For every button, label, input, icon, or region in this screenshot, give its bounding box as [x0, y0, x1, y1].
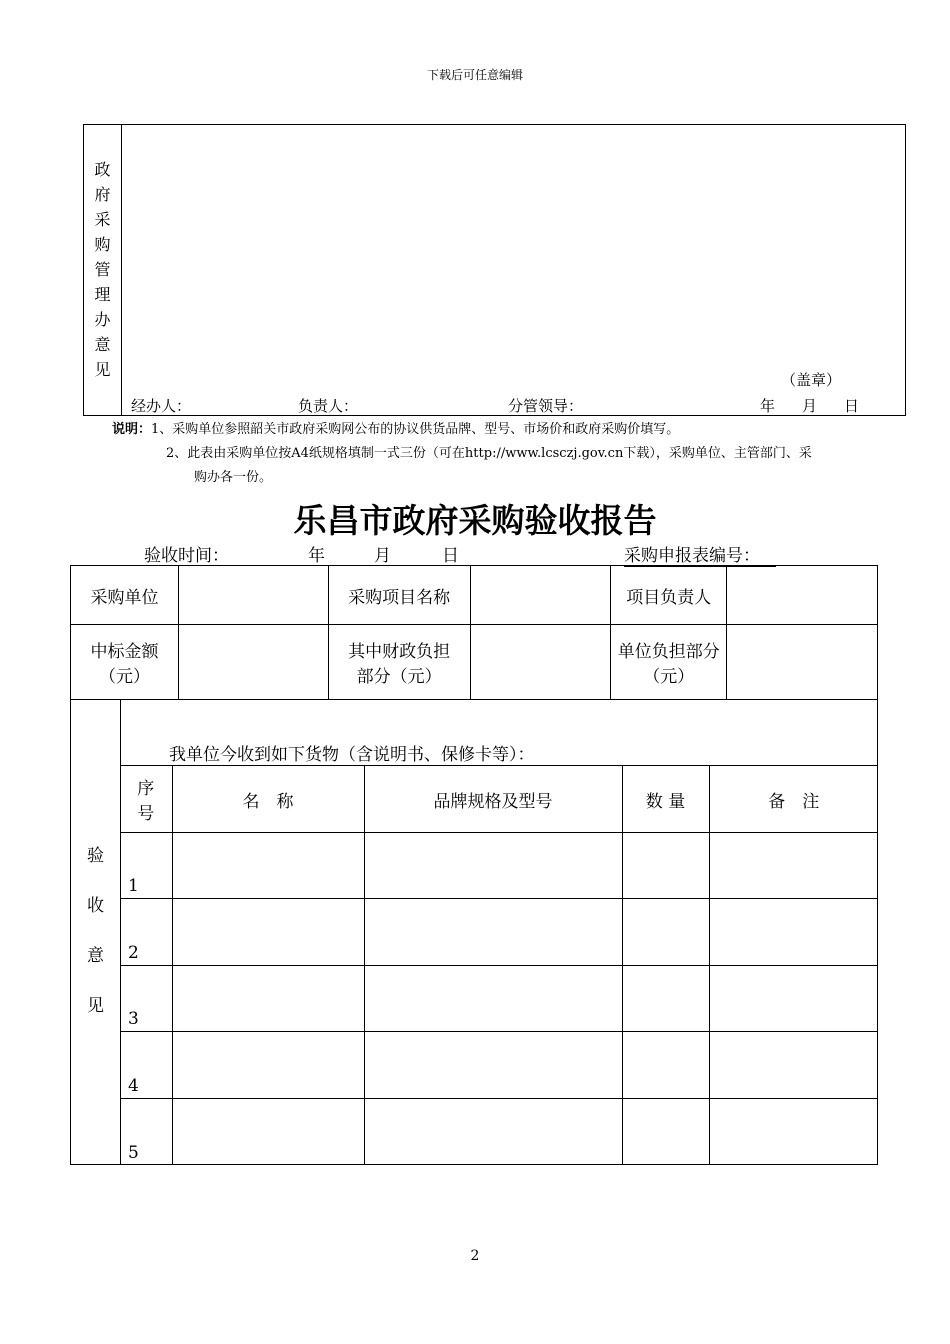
row-number: 4 [120, 1032, 172, 1099]
date-day: 日 [844, 397, 860, 415]
page-number: 2 [470, 1248, 480, 1264]
item-name-cell[interactable] [172, 833, 364, 899]
item-name-cell[interactable] [172, 1032, 364, 1099]
item-note-cell[interactable] [709, 966, 878, 1032]
acceptance-vertical-label: 验 收 意 见 [87, 846, 104, 1016]
fiscal-share-value[interactable] [470, 625, 611, 700]
col-spec: 品牌规格及型号 [364, 766, 622, 833]
info-table [70, 565, 878, 700]
item-spec-cell[interactable] [364, 833, 622, 899]
page-header: 下载后可任意编辑 [426, 68, 523, 82]
item-qty-cell[interactable] [622, 1032, 709, 1099]
unit-share-value[interactable] [727, 625, 878, 700]
fiscal-share-label: 其中财政负担部分（元） [328, 625, 470, 700]
row-number: 3 [120, 966, 172, 1032]
col-name: 名 称 [172, 766, 364, 833]
notes-line-1: 说明：1、采购单位参照韶关市政府采购网公布的协议供货品牌、型号、市场价和政府采购价填写。 [112, 422, 680, 437]
row-number: 5 [120, 1099, 172, 1165]
item-qty-cell[interactable] [622, 899, 709, 966]
col-seq: 序号 [120, 766, 172, 833]
info-row-2 [71, 625, 878, 700]
row-number: 2 [120, 899, 172, 966]
goods-table [120, 765, 878, 1165]
form-number-label: 采购申报表编号： [624, 541, 776, 567]
bid-amount-label: 中标金额（元） [71, 625, 179, 700]
table-row [120, 899, 878, 966]
unit-share-label: 单位负担部分（元） [611, 625, 727, 700]
accept-time-label: 验收时间： [144, 546, 229, 566]
responsible-label: 负责人： [298, 397, 359, 415]
received-goods-text: 我单位今收到如下货物（含说明书、保修卡等）： [169, 745, 535, 765]
table-row [120, 1032, 878, 1099]
item-qty-cell[interactable] [622, 1099, 709, 1165]
date-month: 月 [802, 397, 818, 415]
item-note-cell[interactable] [709, 899, 878, 966]
report-title: 乐昌市政府采购验收报告 [293, 501, 657, 540]
item-spec-cell[interactable] [364, 1099, 622, 1165]
stamp-label: （盖章） [781, 371, 842, 389]
item-name-cell[interactable] [172, 1099, 364, 1165]
notes-line-2: 2、此表由采购单位按A4纸规格填制一式三份（可在http://www.lcsczj.gov.cn下载），采购单位、主管部门、采 [166, 446, 812, 461]
item-note-cell[interactable] [709, 833, 878, 899]
accept-day: 日 [442, 546, 459, 566]
opinion-vertical-label: 政 府 采 购 管 理 办 意 见 [94, 160, 111, 379]
date-year: 年 [760, 397, 776, 415]
item-spec-cell[interactable] [364, 1032, 622, 1099]
item-name-cell[interactable] [172, 899, 364, 966]
leader-label: 分管领导： [508, 397, 584, 415]
item-spec-cell[interactable] [364, 899, 622, 966]
accept-month: 月 [374, 546, 391, 566]
notes-line-3: 购办各一份。 [194, 470, 273, 485]
table-row [120, 1099, 878, 1165]
info-row-1 [71, 566, 878, 625]
bid-amount-value[interactable] [178, 625, 328, 700]
table-row [120, 966, 878, 1032]
handler-label: 经办人： [131, 397, 192, 415]
project-leader-label: 项目负责人 [611, 566, 727, 625]
item-spec-cell[interactable] [364, 966, 622, 1032]
project-leader-value[interactable] [727, 566, 878, 625]
row-number: 1 [120, 833, 172, 899]
project-name-value[interactable] [470, 566, 611, 625]
procurement-office-opinion-box [83, 124, 906, 416]
acceptance-section [70, 699, 878, 1165]
purchaser-label: 采购单位 [71, 566, 179, 625]
item-name-cell[interactable] [172, 966, 364, 1032]
purchaser-value[interactable] [178, 566, 328, 625]
item-qty-cell[interactable] [622, 966, 709, 1032]
item-qty-cell[interactable] [622, 833, 709, 899]
item-note-cell[interactable] [709, 1032, 878, 1099]
project-name-label: 采购项目名称 [328, 566, 470, 625]
col-qty: 数 量 [622, 766, 709, 833]
item-note-cell[interactable] [709, 1099, 878, 1165]
table-row [120, 833, 878, 899]
col-note: 备 注 [709, 766, 878, 833]
goods-header-row [120, 766, 878, 833]
accept-year: 年 [308, 546, 325, 566]
